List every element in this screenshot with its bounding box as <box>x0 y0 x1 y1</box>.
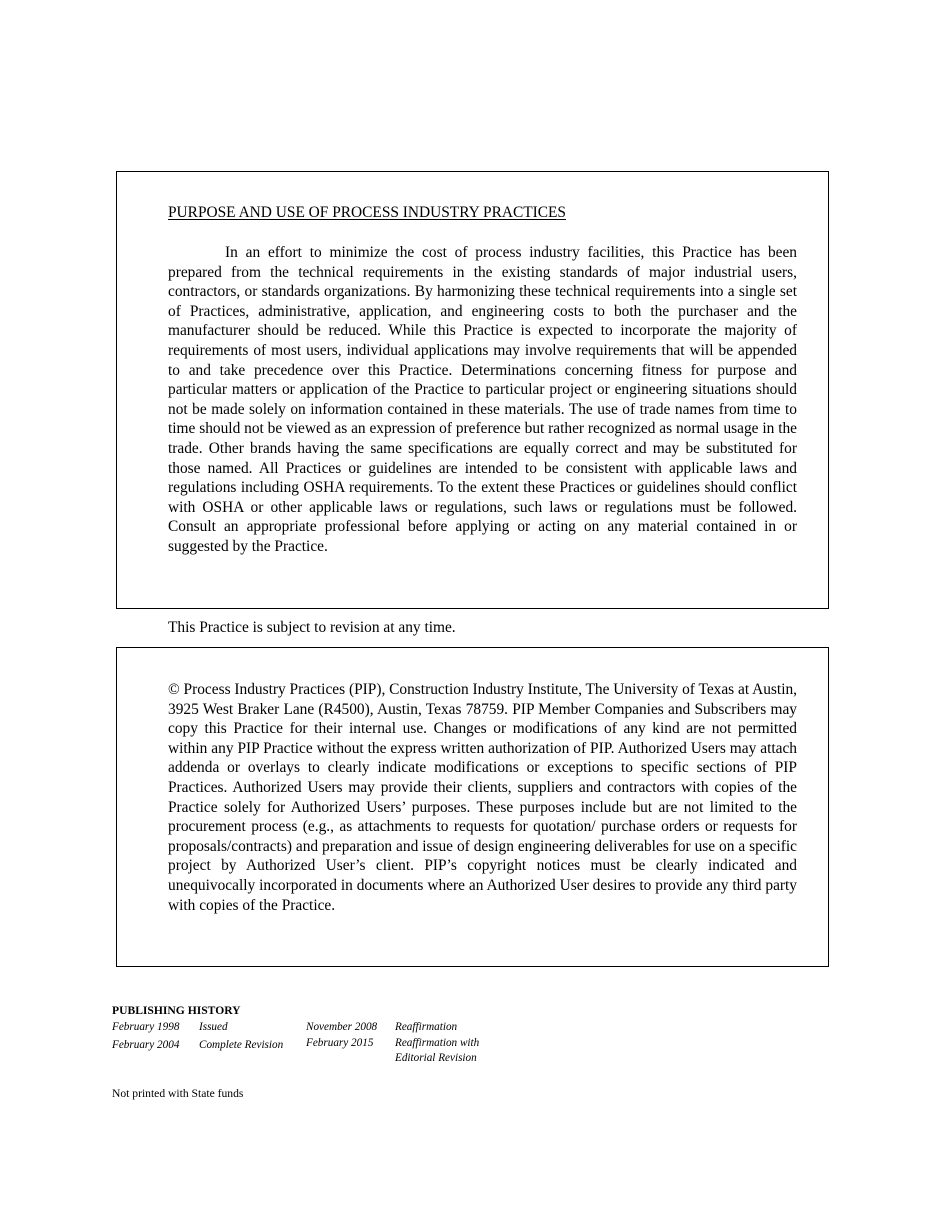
history-date: February 1998 <box>112 1021 180 1033</box>
purpose-heading: PURPOSE AND USE OF PROCESS INDUSTRY PRACTICES <box>168 204 566 221</box>
revision-note: This Practice is subject to revision at any time. <box>168 619 456 636</box>
publishing-history <box>112 1003 532 1064</box>
history-description: Reaffirmation <box>395 1021 458 1033</box>
purpose-box <box>116 171 829 609</box>
history-description: Reaffirmation with Editorial Revision <box>395 1037 480 1064</box>
publishing-history-title: PUBLISHING HISTORY <box>112 1004 241 1017</box>
footer-note: Not printed with State funds <box>112 1087 244 1100</box>
purpose-paragraph: In an effort to minimize the cost of process industry facilities, this Practice has been prepared from the technical requirements in the existing standards of major industrial users, contractors, or standards organizations. By harmonizing these technical requirements into a single set of Practices, administrative, application, and engineering costs to both the purchaser and the manufacturer should be reduced. While this Practice is expected to incorporate the majority of requirements of most users, individual applications may involve requirements that will be appended to and take precedence over this Practice. Determinations concerning fitness for purpose and particular matters or application of the Practice to particular project or engineering situations should not be made solely on information contained in these materials. The use of trade names from time to time should not be viewed as an expression of preference but rather recognized as normal usage in the trade. Other brands having the same specifications are equally correct and may be substituted for those named. All Practices or guidelines are intended to be consistent with applicable laws and regulations including OSHA requirements. To the extent these Practices or guidelines should conflict with OSHA or other applicable laws or regulations, such laws or regulations must be followed. Consult an appropriate professional before applying or acting on any material contained in or suggested by the Practice. <box>168 244 797 555</box>
history-description: Complete Revision <box>199 1039 284 1051</box>
history-date: February 2004 <box>112 1039 180 1051</box>
history-description: Issued <box>199 1021 228 1033</box>
history-date: November 2008 <box>306 1021 378 1033</box>
copyright-box <box>116 647 829 967</box>
copyright-paragraph: © Process Industry Practices (PIP), Construction Industry Institute, The University of Texas at Austin, 3925 West Braker Lane (R4500), Austin, Texas 78759. PIP Member Companies and Subscribers may copy this Practice for their internal use. Changes or modifications of any kind are not permitted within any PIP Practice without the express written authorization of PIP. Authorized Users may attach addenda or overlays to clearly indicate modifications or exceptions to specific sections of PIP Practices. Authorized Users may provide their clients, suppliers and contractors with copies of the Practice solely for Authorized Users’ purposes. These purposes include but are not limited to the procurement process (e.g., as attachments to requests for quotation/ purchase orders or requests for proposals/contracts) and preparation and issue of design engineering deliverables for use on a specific project by Authorized User’s client. PIP’s copyright notices must be clearly indicated and unequivocally incorporated in documents where an Authorized User desires to provide any third party with copies of the Practice. <box>168 681 798 914</box>
history-date: February 2015 <box>306 1037 374 1049</box>
